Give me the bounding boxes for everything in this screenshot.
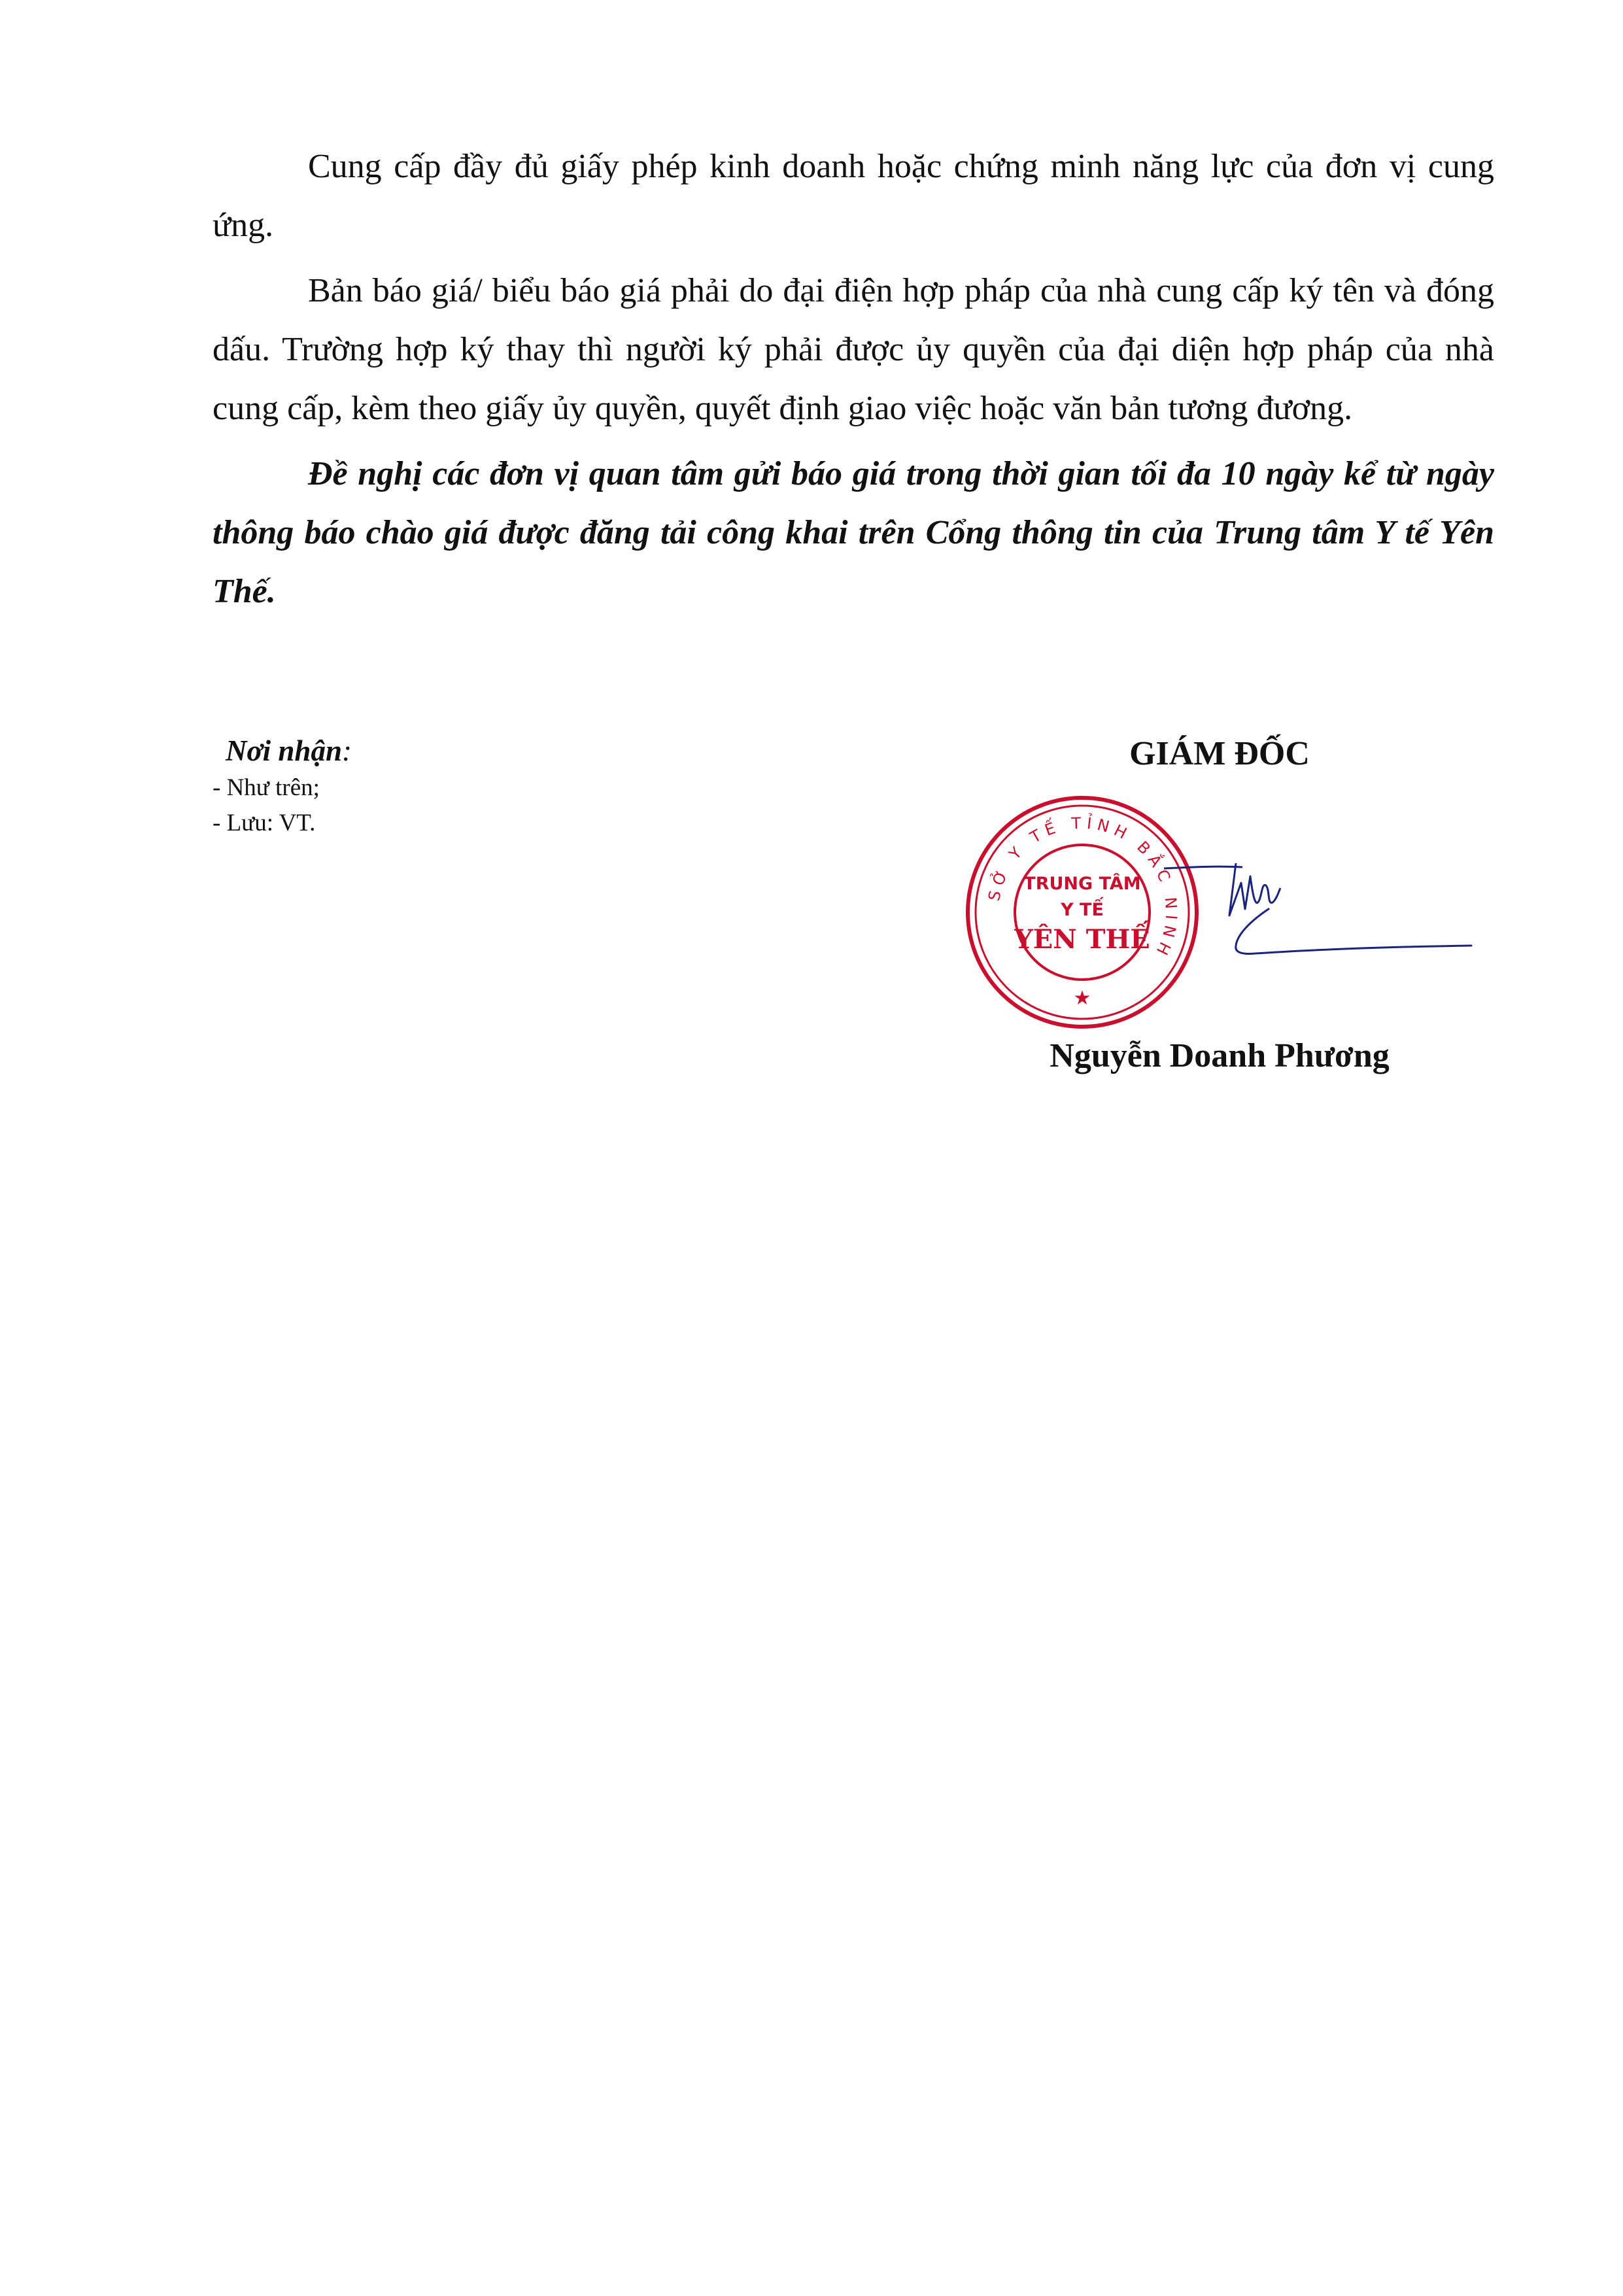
- recipients-title-text: Nơi nhận: [226, 734, 342, 767]
- recipients-block: [213, 731, 670, 841]
- request-note: Đề nghị các đơn vị quan tâm gửi báo giá trong thời gian tối đa 10 ngày kể từ ngày thông báo chào giá được đăng tải công khai trên Cổng thông tin của Trung tâm Y tế Yên Thế.: [213, 455, 1494, 610]
- signer-name: Nguyễn Doanh Phương: [1050, 1037, 1390, 1074]
- seal-star-icon: ★: [1073, 987, 1091, 1010]
- paragraph-business-license: Cung cấp đầy đủ giấy phép kinh doanh hoặc chứng minh năng lực của đơn vị cung ứng.: [213, 148, 1494, 244]
- seal-line-3: YÊN THẾ: [1014, 924, 1150, 955]
- document-body: [213, 137, 1494, 628]
- recipient-item: - Lưu: VT.: [213, 810, 316, 836]
- paragraph-quotation-signature: Bản báo giá/ biểu báo giá phải do đại điện hợp pháp của nhà cung cấp ký tên và đóng dấu. Trường hợp ký thay thì người ký phải được ủy quyền của đại diện hợp pháp của nhà cung cấp, kèm theo giấy ủy quyền, quyết định giao việc hoặc văn bản tương đương.: [213, 272, 1494, 427]
- signature-block: [942, 726, 1497, 1092]
- recipients-title-colon: :: [341, 734, 352, 767]
- seal-line-1: TRUNG TÂM: [1023, 874, 1141, 894]
- seal-line-2: Y TẾ: [1061, 900, 1104, 920]
- signer-position: GIÁM ĐỐC: [1129, 735, 1310, 772]
- recipients-title: [226, 731, 670, 770]
- seal-outer-text: SỞ Y TẾ TỈNH BẮC NINH: [984, 814, 1181, 963]
- recipient-item: - Như trên;: [213, 774, 320, 801]
- handwritten-signature: [1164, 837, 1478, 981]
